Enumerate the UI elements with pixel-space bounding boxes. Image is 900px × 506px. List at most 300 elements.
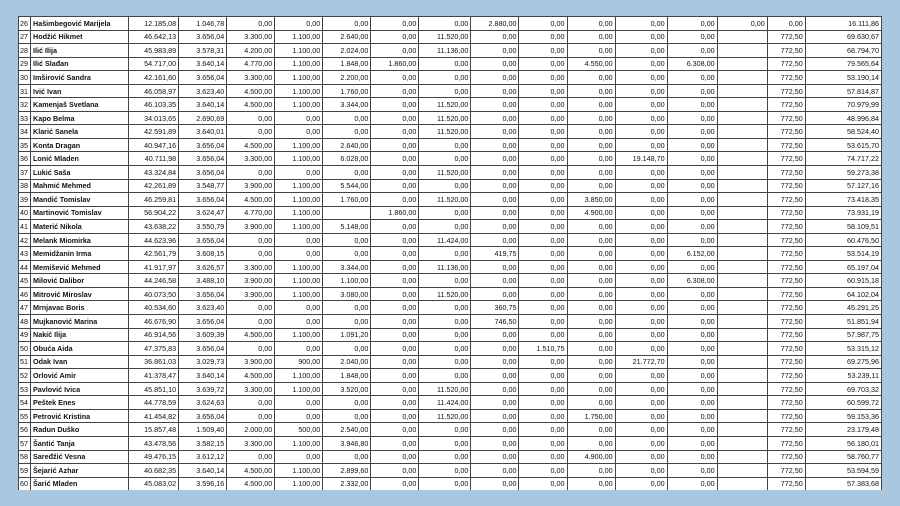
amount-cell: 772,50: [767, 138, 805, 152]
amount-cell: 0,00: [615, 233, 667, 247]
amount-cell: 0,00: [419, 369, 471, 383]
amount-cell: 42.161,60: [129, 71, 179, 85]
amount-cell: 0,00: [667, 138, 717, 152]
amount-cell: 1.100,00: [275, 44, 323, 58]
amount-cell: 0,00: [667, 260, 717, 274]
amount-cell: 5.544,00: [323, 179, 371, 193]
amount-cell: 0,00: [567, 30, 615, 44]
amount-cell: 1.100,00: [275, 138, 323, 152]
row-number-cell: 26: [19, 17, 31, 31]
amount-cell: 53.594,59: [805, 464, 881, 478]
amount-cell: 0,00: [371, 17, 419, 31]
amount-cell: 0,00: [567, 274, 615, 288]
amount-cell: 49.476,15: [129, 450, 179, 464]
amount-cell: 59.153,36: [805, 409, 881, 423]
amount-cell: 0,00: [323, 247, 371, 261]
amount-cell: 56.180,01: [805, 436, 881, 450]
amount-cell: 21.772,70: [615, 355, 667, 369]
amount-cell: 772,50: [767, 30, 805, 44]
employee-name-cell: Šejarić Azhar: [31, 464, 129, 478]
amount-cell: 0,00: [519, 423, 567, 437]
row-number-cell: 53: [19, 382, 31, 396]
amount-cell: 1.100,00: [275, 30, 323, 44]
amount-cell: 0,00: [371, 233, 419, 247]
amount-cell: 0,00: [667, 166, 717, 180]
amount-cell: 0,00: [471, 409, 519, 423]
amount-cell: [717, 477, 767, 490]
amount-cell: 1.091,20: [323, 328, 371, 342]
amount-cell: 0,00: [615, 17, 667, 31]
amount-cell: 11.136,00: [419, 260, 471, 274]
amount-cell: 57.383,68: [805, 477, 881, 490]
amount-cell: 4.900,00: [567, 206, 615, 220]
amount-cell: 0,00: [667, 98, 717, 112]
amount-cell: 4.900,00: [567, 450, 615, 464]
table-row: [19, 450, 882, 464]
amount-cell: 0,00: [371, 287, 419, 301]
amount-cell: 772,50: [767, 111, 805, 125]
amount-cell: 0,00: [471, 260, 519, 274]
amount-cell: 0,00: [519, 125, 567, 139]
amount-cell: 1.100,00: [275, 220, 323, 234]
amount-cell: 2.899,60: [323, 464, 371, 478]
employee-name-cell: Pavlović Ivica: [31, 382, 129, 396]
amount-cell: [717, 98, 767, 112]
amount-cell: [717, 193, 767, 207]
amount-cell: 0,00: [323, 166, 371, 180]
amount-cell: 1.100,00: [275, 274, 323, 288]
employee-name-cell: Ilić Ilija: [31, 44, 129, 58]
amount-cell: 0,00: [471, 220, 519, 234]
amount-cell: 2.880,00: [471, 17, 519, 31]
table-row: [19, 436, 882, 450]
amount-cell: 4.500,00: [227, 98, 275, 112]
amount-cell: [717, 436, 767, 450]
row-number-cell: 29: [19, 57, 31, 71]
amount-cell: 79.565,64: [805, 57, 881, 71]
amount-cell: 0,00: [419, 206, 471, 220]
amount-cell: 0,00: [519, 84, 567, 98]
amount-cell: 0,00: [471, 57, 519, 71]
amount-cell: 3.656,04: [179, 409, 227, 423]
amount-cell: 0,00: [519, 382, 567, 396]
amount-cell: 0,00: [567, 71, 615, 85]
amount-cell: 0,00: [567, 220, 615, 234]
amount-cell: 73.931,19: [805, 206, 881, 220]
amount-cell: 0,00: [471, 355, 519, 369]
amount-cell: 0,00: [419, 247, 471, 261]
amount-cell: 1.100,00: [275, 179, 323, 193]
amount-cell: 0,00: [667, 423, 717, 437]
table-row: [19, 166, 882, 180]
amount-cell: 0,00: [667, 152, 717, 166]
amount-cell: 0,00: [615, 98, 667, 112]
table-row: [19, 138, 882, 152]
amount-cell: 0,00: [667, 17, 717, 31]
amount-cell: [717, 328, 767, 342]
table-row: [19, 342, 882, 356]
row-number-cell: 59: [19, 464, 31, 478]
amount-cell: [717, 44, 767, 58]
amount-cell: 0,00: [667, 436, 717, 450]
table-row: [19, 409, 882, 423]
amount-cell: 0,00: [615, 260, 667, 274]
amount-cell: 0,00: [471, 125, 519, 139]
amount-cell: 0,00: [519, 315, 567, 329]
amount-cell: 0,00: [227, 301, 275, 315]
amount-cell: 0,00: [615, 30, 667, 44]
amount-cell: 772,50: [767, 57, 805, 71]
amount-cell: [717, 369, 767, 383]
amount-cell: 3.624,47: [179, 206, 227, 220]
amount-cell: 1.760,00: [323, 84, 371, 98]
row-number-cell: 42: [19, 233, 31, 247]
employee-name-cell: Memišević Mehmed: [31, 260, 129, 274]
table-row: [19, 477, 882, 490]
amount-cell: 0,00: [519, 166, 567, 180]
amount-cell: 43.324,84: [129, 166, 179, 180]
amount-cell: 60.599,72: [805, 396, 881, 410]
amount-cell: 0,00: [615, 206, 667, 220]
amount-cell: 40.947,16: [129, 138, 179, 152]
amount-cell: [717, 301, 767, 315]
row-number-cell: 56: [19, 423, 31, 437]
amount-cell: 0,00: [767, 17, 805, 31]
row-number-cell: 35: [19, 138, 31, 152]
amount-cell: 0,00: [323, 396, 371, 410]
amount-cell: 60.915,18: [805, 274, 881, 288]
amount-cell: 0,00: [519, 152, 567, 166]
amount-cell: [717, 138, 767, 152]
amount-cell: 0,00: [419, 138, 471, 152]
amount-cell: 772,50: [767, 477, 805, 490]
amount-cell: 0,00: [519, 220, 567, 234]
amount-cell: 3.656,04: [179, 138, 227, 152]
amount-cell: 3.640,14: [179, 98, 227, 112]
amount-cell: 0,00: [275, 247, 323, 261]
amount-cell: 68.794,70: [805, 44, 881, 58]
amount-cell: 46.642,13: [129, 30, 179, 44]
amount-cell: 0,00: [471, 464, 519, 478]
amount-cell: 0,00: [471, 436, 519, 450]
amount-cell: 772,50: [767, 166, 805, 180]
amount-cell: 0,00: [567, 17, 615, 31]
amount-cell: 45.291,25: [805, 301, 881, 315]
amount-cell: 2.332,00: [323, 477, 371, 490]
amount-cell: 0,00: [519, 193, 567, 207]
amount-cell: 1.860,00: [371, 206, 419, 220]
amount-cell: [717, 450, 767, 464]
amount-cell: 0,00: [667, 44, 717, 58]
table-row: [19, 369, 882, 383]
amount-cell: 1.760,00: [323, 193, 371, 207]
amount-cell: 0,00: [567, 328, 615, 342]
amount-cell: 0,00: [471, 369, 519, 383]
amount-cell: 43.638,22: [129, 220, 179, 234]
amount-cell: 4.550,00: [567, 57, 615, 71]
amount-cell: 0,00: [371, 220, 419, 234]
row-number-cell: 32: [19, 98, 31, 112]
row-number-cell: 46: [19, 287, 31, 301]
amount-cell: 36.861,03: [129, 355, 179, 369]
amount-cell: 3.612,12: [179, 450, 227, 464]
amount-cell: 0,00: [371, 166, 419, 180]
amount-cell: 46.914,56: [129, 328, 179, 342]
amount-cell: 772,50: [767, 220, 805, 234]
amount-cell: 772,50: [767, 247, 805, 261]
amount-cell: 0,00: [519, 436, 567, 450]
amount-cell: 3.900,00: [227, 287, 275, 301]
amount-cell: 46.058,97: [129, 84, 179, 98]
amount-cell: 3.344,00: [323, 260, 371, 274]
row-number-cell: 49: [19, 328, 31, 342]
amount-cell: 0,00: [567, 247, 615, 261]
amount-cell: 0,00: [615, 301, 667, 315]
amount-cell: 0,00: [471, 98, 519, 112]
amount-cell: [717, 125, 767, 139]
amount-cell: 0,00: [519, 396, 567, 410]
amount-cell: 0,00: [519, 44, 567, 58]
amount-cell: 34.013,65: [129, 111, 179, 125]
amount-cell: 41.917,97: [129, 260, 179, 274]
amount-cell: 53.514,19: [805, 247, 881, 261]
amount-cell: 0,00: [667, 355, 717, 369]
employee-name-cell: Lukić Saša: [31, 166, 129, 180]
amount-cell: 45.983,89: [129, 44, 179, 58]
amount-cell: 900,00: [275, 355, 323, 369]
amount-cell: 46.676,90: [129, 315, 179, 329]
amount-cell: 0,00: [471, 450, 519, 464]
amount-cell: 0,00: [567, 44, 615, 58]
amount-cell: 772,50: [767, 464, 805, 478]
amount-cell: 0,00: [371, 125, 419, 139]
amount-cell: 0,00: [615, 57, 667, 71]
amount-cell: 4.500,00: [227, 328, 275, 342]
amount-cell: 3.656,04: [179, 30, 227, 44]
amount-cell: 42.591,89: [129, 125, 179, 139]
row-number-cell: 30: [19, 71, 31, 85]
amount-cell: 0,00: [667, 342, 717, 356]
amount-cell: 0,00: [567, 179, 615, 193]
amount-cell: 69.630,67: [805, 30, 881, 44]
row-number-cell: 37: [19, 166, 31, 180]
amount-cell: 0,00: [323, 342, 371, 356]
amount-cell: 0,00: [519, 57, 567, 71]
amount-cell: 0,00: [371, 98, 419, 112]
amount-cell: 46.259,81: [129, 193, 179, 207]
row-number-cell: 50: [19, 342, 31, 356]
amount-cell: 1.100,00: [275, 57, 323, 71]
table-row: [19, 464, 882, 478]
employee-name-cell: Obuća Aida: [31, 342, 129, 356]
amount-cell: 0,00: [419, 179, 471, 193]
amount-cell: 0,00: [519, 98, 567, 112]
amount-cell: 3.582,15: [179, 436, 227, 450]
row-number-cell: 44: [19, 260, 31, 274]
amount-cell: 0,00: [667, 71, 717, 85]
amount-cell: 0,00: [323, 450, 371, 464]
amount-cell: 0,00: [667, 193, 717, 207]
amount-cell: [717, 464, 767, 478]
amount-cell: 500,00: [275, 423, 323, 437]
amount-cell: 0,00: [615, 274, 667, 288]
amount-cell: [717, 315, 767, 329]
amount-cell: 0,00: [567, 111, 615, 125]
amount-cell: 0,00: [519, 477, 567, 490]
amount-cell: 0,00: [371, 152, 419, 166]
amount-cell: 0,00: [519, 287, 567, 301]
amount-cell: 11.424,00: [419, 233, 471, 247]
amount-cell: 772,50: [767, 287, 805, 301]
amount-cell: 15.857,48: [129, 423, 179, 437]
amount-cell: 11.520,00: [419, 193, 471, 207]
employee-name-cell: Konta Dragan: [31, 138, 129, 152]
amount-cell: 0,00: [567, 166, 615, 180]
table-row: [19, 247, 882, 261]
amount-cell: 0,00: [667, 477, 717, 490]
table-row: [19, 179, 882, 193]
amount-cell: 0,00: [371, 111, 419, 125]
amount-cell: 11.136,00: [419, 44, 471, 58]
row-number-cell: 52: [19, 369, 31, 383]
amount-cell: 0,00: [323, 301, 371, 315]
amount-cell: 11.520,00: [419, 111, 471, 125]
amount-cell: 1.100,00: [323, 274, 371, 288]
amount-cell: 3.656,04: [179, 193, 227, 207]
amount-cell: 0,00: [615, 382, 667, 396]
amount-cell: 3.080,00: [323, 287, 371, 301]
amount-cell: 3.609,39: [179, 328, 227, 342]
payroll-table-body: [19, 17, 882, 491]
amount-cell: 3.300,00: [227, 152, 275, 166]
amount-cell: 0,00: [419, 71, 471, 85]
amount-cell: 772,50: [767, 382, 805, 396]
amount-cell: 3.900,00: [227, 274, 275, 288]
amount-cell: 772,50: [767, 423, 805, 437]
amount-cell: [717, 396, 767, 410]
table-row: [19, 71, 882, 85]
amount-cell: 11.424,00: [419, 396, 471, 410]
amount-cell: 73.418,35: [805, 193, 881, 207]
amount-cell: 0,00: [419, 301, 471, 315]
amount-cell: 772,50: [767, 436, 805, 450]
table-row: [19, 220, 882, 234]
amount-cell: 0,00: [419, 464, 471, 478]
amount-cell: 0,00: [567, 396, 615, 410]
amount-cell: 0,00: [227, 233, 275, 247]
amount-cell: 45.083,02: [129, 477, 179, 490]
amount-cell: 4.500,00: [227, 193, 275, 207]
amount-cell: 48.996,84: [805, 111, 881, 125]
row-number-cell: 41: [19, 220, 31, 234]
amount-cell: 40.682,35: [129, 464, 179, 478]
amount-cell: 3.900,00: [227, 220, 275, 234]
amount-cell: 0,00: [615, 423, 667, 437]
employee-name-cell: Radun Duško: [31, 423, 129, 437]
amount-cell: 0,00: [471, 382, 519, 396]
amount-cell: 0,00: [519, 233, 567, 247]
amount-cell: [717, 342, 767, 356]
amount-cell: 0,00: [371, 477, 419, 490]
payroll-table: [18, 16, 882, 490]
amount-cell: 0,00: [419, 84, 471, 98]
row-number-cell: 51: [19, 355, 31, 369]
amount-cell: 0,00: [615, 247, 667, 261]
amount-cell: 3.656,04: [179, 71, 227, 85]
amount-cell: 772,50: [767, 342, 805, 356]
amount-cell: 0,00: [323, 233, 371, 247]
amount-cell: 0,00: [615, 369, 667, 383]
employee-name-cell: Odak Ivan: [31, 355, 129, 369]
amount-cell: 1.046,78: [179, 17, 227, 31]
amount-cell: 0,00: [519, 409, 567, 423]
amount-cell: 44.246,58: [129, 274, 179, 288]
amount-cell: 0,00: [371, 450, 419, 464]
amount-cell: 1.100,00: [275, 436, 323, 450]
amount-cell: 0,00: [471, 179, 519, 193]
amount-cell: 1.100,00: [275, 464, 323, 478]
amount-cell: 0,00: [667, 464, 717, 478]
table-row: [19, 206, 882, 220]
amount-cell: 0,00: [471, 396, 519, 410]
employee-name-cell: Šarić Mladen: [31, 477, 129, 490]
amount-cell: 56.904,22: [129, 206, 179, 220]
amount-cell: 0,00: [471, 206, 519, 220]
amount-cell: 772,50: [767, 274, 805, 288]
table-row: [19, 260, 882, 274]
amount-cell: 1.509,40: [179, 423, 227, 437]
amount-cell: 0,00: [275, 342, 323, 356]
amount-cell: [717, 233, 767, 247]
employee-name-cell: Mahmić Mehmed: [31, 179, 129, 193]
amount-cell: 11.520,00: [419, 30, 471, 44]
table-row: [19, 233, 882, 247]
amount-cell: 3.640,14: [179, 464, 227, 478]
row-number-cell: 38: [19, 179, 31, 193]
amount-cell: 4.500,00: [227, 477, 275, 490]
amount-cell: 0,00: [471, 71, 519, 85]
table-row: [19, 152, 882, 166]
amount-cell: 0,00: [471, 84, 519, 98]
amount-cell: 3.548,77: [179, 179, 227, 193]
amount-cell: 0,00: [371, 315, 419, 329]
amount-cell: 419,75: [471, 247, 519, 261]
amount-cell: 1.100,00: [275, 152, 323, 166]
amount-cell: 3.029,73: [179, 355, 227, 369]
amount-cell: 772,50: [767, 84, 805, 98]
amount-cell: 0,00: [717, 17, 767, 31]
amount-cell: 3.300,00: [227, 260, 275, 274]
table-row: [19, 328, 882, 342]
amount-cell: 11.520,00: [419, 125, 471, 139]
amount-cell: 0,00: [471, 233, 519, 247]
amount-cell: 0,00: [227, 342, 275, 356]
amount-cell: 0,00: [519, 369, 567, 383]
amount-cell: [717, 247, 767, 261]
amount-cell: 0,00: [567, 152, 615, 166]
amount-cell: 0,00: [371, 342, 419, 356]
amount-cell: 59.273,38: [805, 166, 881, 180]
amount-cell: 0,00: [615, 220, 667, 234]
amount-cell: 23.179,48: [805, 423, 881, 437]
amount-cell: 40.711,98: [129, 152, 179, 166]
table-row: [19, 193, 882, 207]
amount-cell: 0,00: [371, 71, 419, 85]
row-number-cell: 60: [19, 477, 31, 490]
amount-cell: 3.656,04: [179, 342, 227, 356]
amount-cell: 3.639,72: [179, 382, 227, 396]
amount-cell: 0,00: [323, 111, 371, 125]
